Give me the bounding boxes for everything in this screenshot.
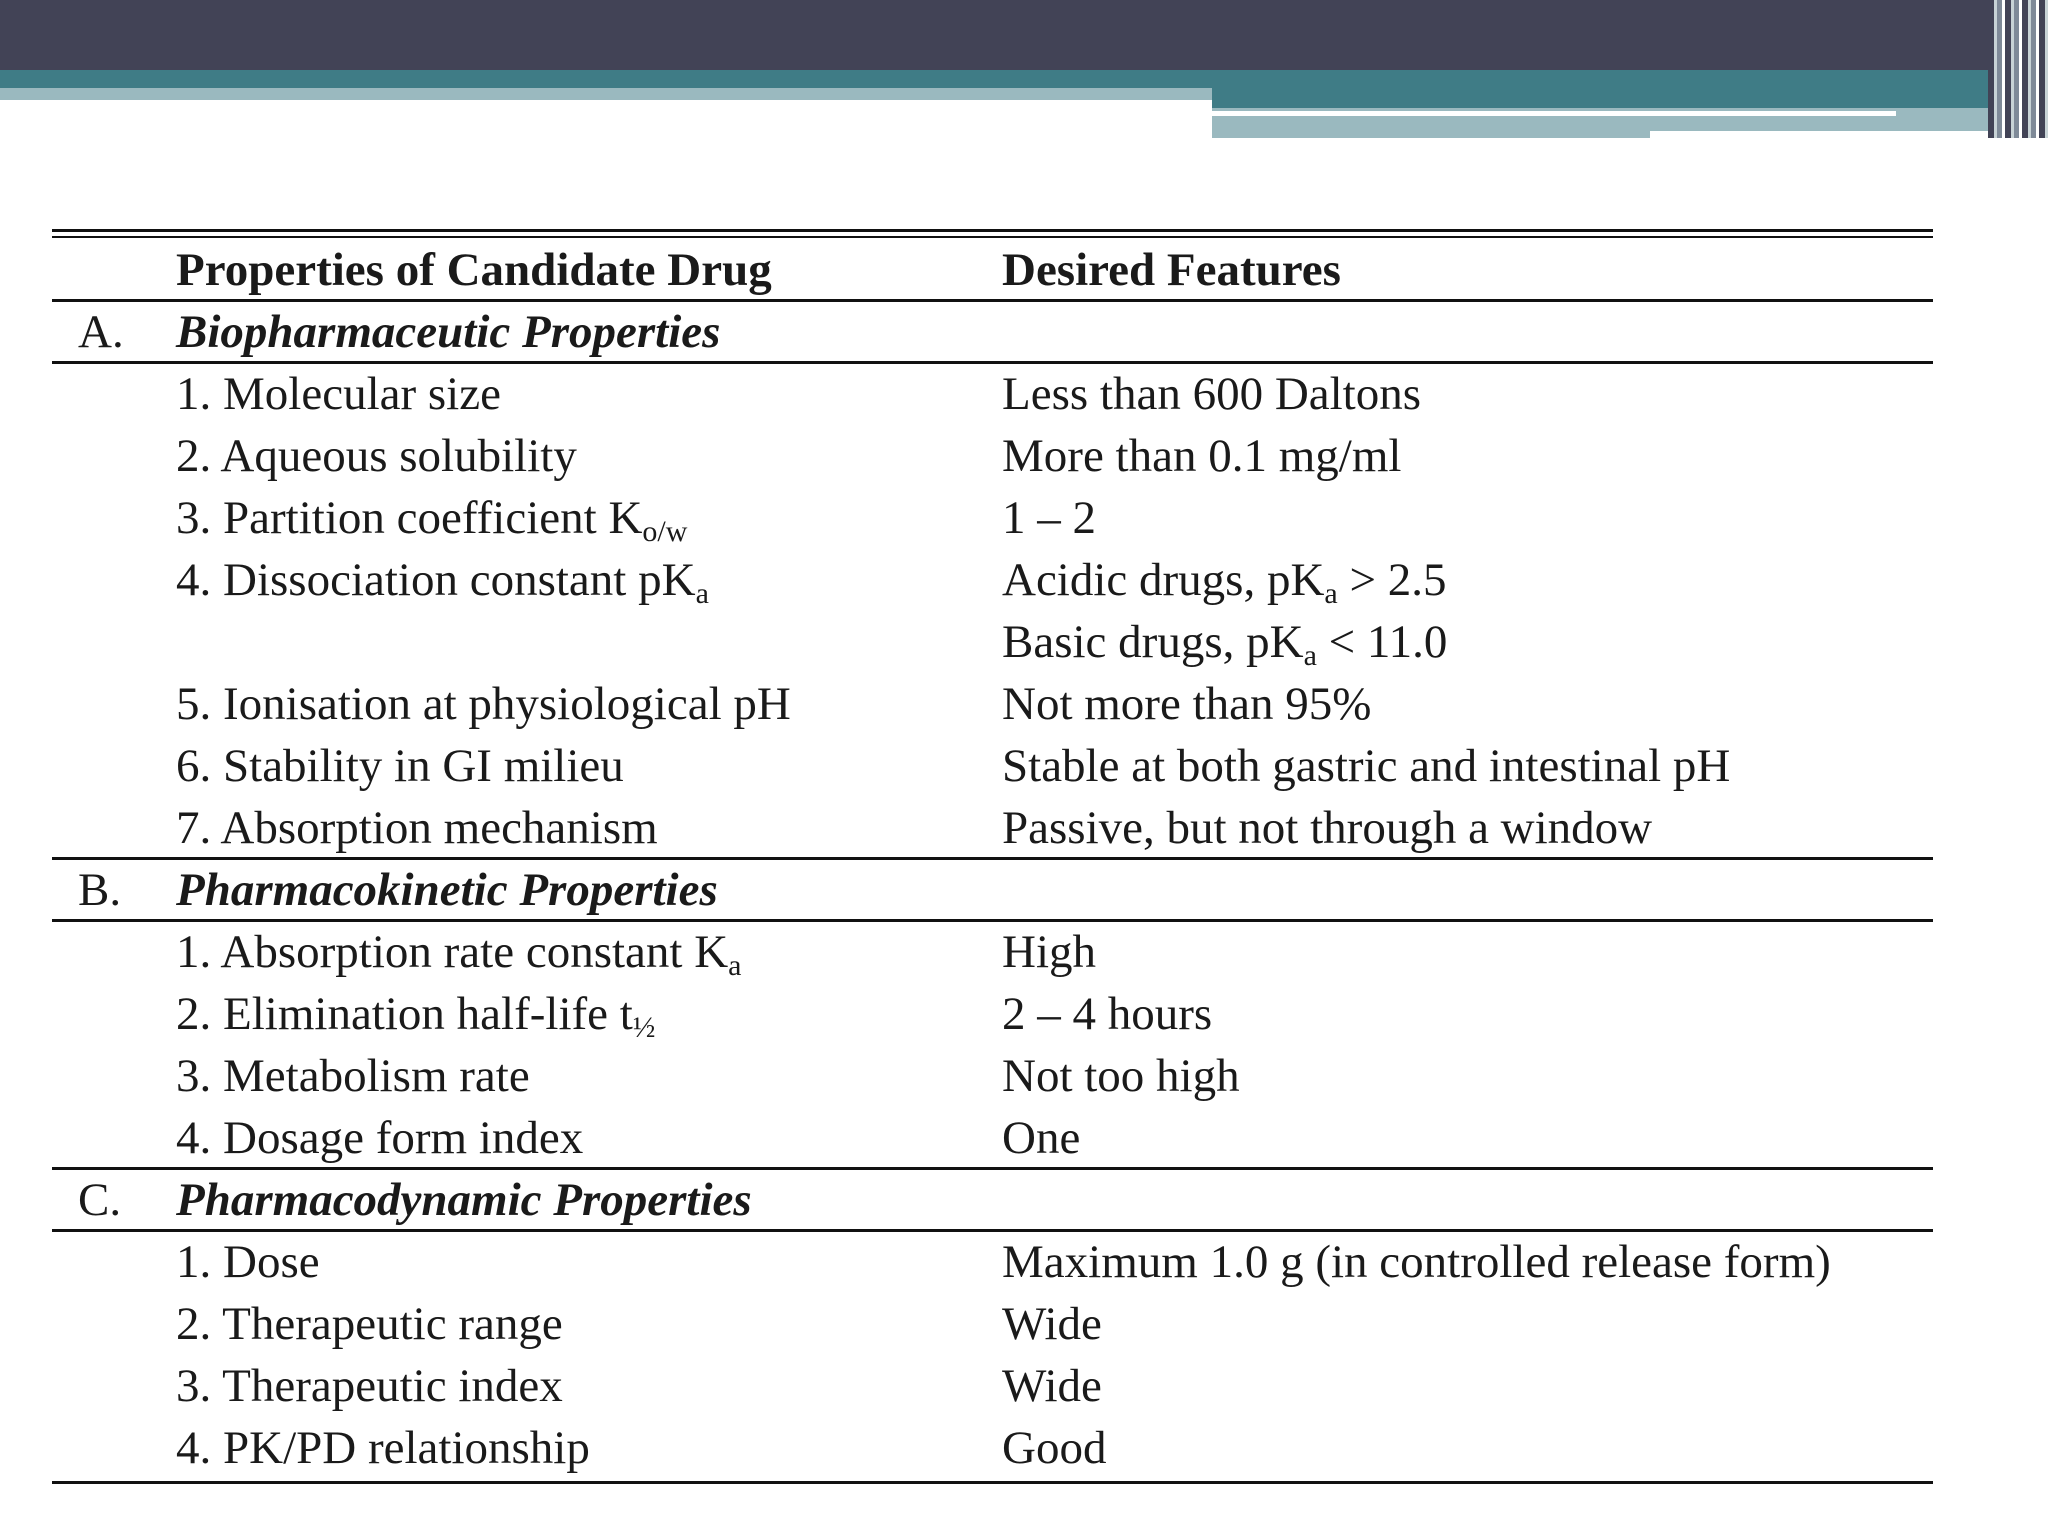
property-text: 2. Therapeutic range [176, 1298, 563, 1350]
feature-text: Less than 600 Daltons [1002, 368, 1422, 420]
column-header-property: Properties of Candidate Drug [176, 244, 772, 296]
table-row [52, 921, 1933, 983]
property-text: 7. Absorption mechanism [176, 802, 658, 854]
section-title: Pharmacodynamic Properties [176, 1174, 752, 1226]
property-cell [176, 363, 501, 425]
feature-text-after: > 2.5 [1337, 554, 1447, 606]
property-text: 3. Partition coefficient K [176, 492, 643, 544]
property-text: 5. Ionisation at physiological pH [176, 678, 791, 730]
feature-text: Not more than 95% [1002, 678, 1372, 730]
header-bar-light [0, 88, 1212, 100]
table-row [52, 487, 1933, 549]
table-bottom-rule [52, 1481, 1933, 1484]
property-text: 6. Stability in GI milieu [176, 740, 624, 792]
feature-cell [1002, 1107, 1080, 1169]
feature-text: Passive, but not through a window [1002, 802, 1653, 854]
table-row [52, 363, 1933, 425]
property-cell [176, 1045, 530, 1107]
header-bar-teal [0, 70, 2048, 88]
table-row [52, 1293, 1933, 1355]
header-bar-teal-step [1212, 88, 2048, 108]
property-text: 2. Elimination half-life t [176, 988, 633, 1040]
property-text: 2. Aqueous solubility [176, 430, 577, 482]
property-subscript: ½ [632, 1011, 656, 1044]
feature-cell [1002, 797, 1652, 859]
property-text: 4. Dosage form index [176, 1112, 584, 1164]
table-top-rule-double [52, 236, 1933, 238]
header-accent-line-short [1650, 131, 2012, 138]
feature-text: Not too high [1002, 1050, 1240, 1102]
column-header-feature: Desired Features [1002, 244, 1341, 296]
section-title: Biopharmaceutic Properties [176, 306, 721, 358]
feature-cell [1002, 363, 1421, 425]
property-cell [176, 797, 658, 859]
header-bar-dark [0, 0, 2048, 70]
property-cell [176, 1355, 563, 1417]
table-row [52, 425, 1933, 487]
property-cell [176, 1417, 590, 1479]
feature-text: 1 – 2 [1002, 492, 1096, 544]
feature-subscript: a [1303, 639, 1317, 672]
section-row [52, 1169, 1933, 1231]
feature-text: 2 – 4 hours [1002, 988, 1213, 1040]
property-subscript: a [695, 577, 709, 610]
header-vertical-stripes [1988, 0, 2048, 138]
feature-cell [1002, 1417, 1106, 1479]
feature-text: Acidic drugs, pK [1002, 554, 1325, 606]
property-text: 1. Dose [176, 1236, 320, 1288]
feature-cell [1002, 549, 1447, 611]
table-row [52, 1231, 1933, 1293]
table-row [52, 1355, 1933, 1417]
feature-text: More than 0.1 mg/ml [1002, 430, 1402, 482]
table-row [52, 1107, 1933, 1169]
feature-cell [1002, 611, 1447, 673]
feature-subscript: a [1324, 577, 1338, 610]
table-header-row [52, 239, 1933, 301]
section-letter: A. [78, 306, 124, 358]
header-accent-line [1212, 111, 1896, 116]
feature-cell [1002, 1355, 1102, 1417]
property-cell [176, 549, 709, 611]
section-row [52, 301, 1933, 363]
feature-cell [1002, 673, 1371, 735]
table-row [52, 735, 1933, 797]
table-row [52, 1045, 1933, 1107]
section-row [52, 859, 1933, 921]
feature-text: Good [1002, 1422, 1107, 1474]
feature-cell [1002, 1231, 1831, 1293]
feature-cell [1002, 425, 1401, 487]
section-letter: B. [78, 864, 122, 916]
feature-cell [1002, 1045, 1240, 1107]
feature-text: Wide [1002, 1360, 1102, 1412]
section-title: Pharmacokinetic Properties [176, 864, 718, 916]
feature-cell [1002, 921, 1096, 983]
property-text: 4. Dissociation constant pK [176, 554, 696, 606]
property-cell [176, 487, 687, 549]
feature-cell [1002, 1293, 1102, 1355]
feature-text: One [1002, 1112, 1081, 1164]
property-text: 4. PK/PD relationship [176, 1422, 590, 1474]
property-text: 3. Metabolism rate [176, 1050, 530, 1102]
section-letter: C. [78, 1174, 122, 1226]
table-row [52, 611, 1933, 673]
feature-text: High [1002, 926, 1096, 978]
property-cell [176, 983, 655, 1045]
property-cell [176, 921, 742, 983]
feature-text: Wide [1002, 1298, 1102, 1350]
feature-text: Maximum 1.0 g (in controlled release form) [1002, 1236, 1831, 1288]
property-cell [176, 673, 791, 735]
property-cell [176, 425, 577, 487]
property-subscript: a [728, 949, 742, 982]
property-subscript: o/w [642, 515, 688, 548]
feature-text: Stable at both gastric and intestinal pH [1002, 740, 1731, 792]
property-cell [176, 1107, 583, 1169]
feature-text-after: < 11.0 [1316, 616, 1448, 668]
property-text: 1. Molecular size [176, 368, 501, 420]
table-row [52, 673, 1933, 735]
property-cell [176, 1293, 563, 1355]
property-text: 3. Therapeutic index [176, 1360, 563, 1412]
feature-text: Basic drugs, pK [1002, 616, 1304, 668]
table-row [52, 1417, 1933, 1479]
property-text: 1. Absorption rate constant K [176, 926, 729, 978]
feature-cell [1002, 983, 1212, 1045]
property-cell [176, 1231, 320, 1293]
table-row [52, 983, 1933, 1045]
property-cell [176, 735, 624, 797]
table-row [52, 797, 1933, 859]
feature-cell [1002, 487, 1096, 549]
feature-cell [1002, 735, 1730, 797]
table-top-rule [52, 229, 1933, 232]
table-row [52, 549, 1933, 611]
